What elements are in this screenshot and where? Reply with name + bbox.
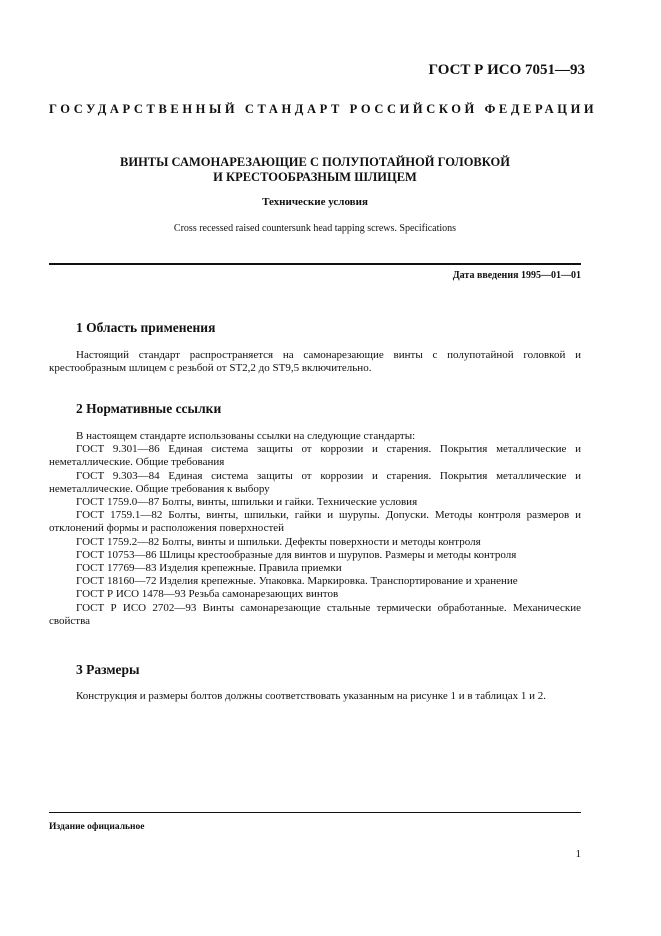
dimensions-paragraph: Конструкция и размеры болтов должны соответствовать указанным на рисунке 1 и в таблицах 1 и 2. — [76, 690, 547, 702]
reference-item: ГОСТ 10753—86 Шлицы крестообразные для винтов и шурупов. Размеры и методы контроля — [76, 548, 517, 561]
reference-item: ГОСТ 9.303—84 Единая система защиты от коррозии и старения. Покрытия металлические и неметаллические. Общие требования к выбору — [49, 469, 581, 495]
section-heading-dimensions: 3 Размеры — [76, 662, 140, 677]
references-list — [49, 430, 581, 628]
intro-date: Дата введения 1995—01—01 — [452, 270, 581, 281]
reference-item: ГОСТ 18160—72 Изделия крепежные. Упаковка. Маркировка. Транспортирование и хранение — [76, 575, 518, 588]
reference-item: ГОСТ 1759.1—82 Болты, винты, шпильки, гайки и шурупы. Допуски. Методы контроля размеров и отклонений формы и расположения поверхностей — [49, 509, 581, 535]
reference-item: ГОСТ 1759.0—87 Болты, винты, шпильки и гайки. Технические условия — [76, 496, 418, 509]
state-standard-banner: ГОСУДАРСТВЕННЫЙ СТАНДАРТ РОССИЙСКОЙ ФЕДЕРАЦИИ — [49, 102, 598, 116]
document-number: ГОСТ Р ИСО 7051—93 — [428, 62, 585, 78]
english-title: Cross recessed raised countersunk head tapping screws. Specifications — [173, 223, 457, 234]
page-number: 1 — [575, 848, 581, 860]
header-divider — [49, 263, 581, 265]
section-heading-scope: 1 Область применения — [76, 320, 216, 335]
reference-item: ГОСТ 17769—83 Изделия крепежные. Правила приемки — [76, 562, 342, 575]
section-text-dimensions — [49, 690, 581, 703]
section-heading-refs: 2 Нормативные ссылки — [76, 401, 222, 416]
reference-item: ГОСТ 9.301—86 Единая система защиты от коррозии и старения. Покрытия металлические и неметаллические. Общие требования — [49, 443, 581, 469]
reference-item: ГОСТ Р ИСО 1478—93 Резьба самонарезающих винтов — [76, 588, 339, 601]
footer-divider — [49, 812, 581, 813]
title-line-2: И КРЕСТООБРАЗНЫМ ШЛИЦЕМ — [213, 170, 417, 184]
reference-item: ГОСТ 1759.2—82 Болты, винты и шпильки. Дефекты поверхности и методы контроля — [76, 535, 481, 548]
title-line-1: ВИНТЫ САМОНАРЕЗАЮЩИЕ С ПОЛУПОТАЙНОЙ ГОЛОВКОЙ — [120, 155, 510, 169]
references-intro: В настоящем стандарте использованы ссылки на следующие стандарты: — [76, 430, 416, 442]
reference-item: ГОСТ Р ИСО 2702—93 Винты самонарезающие стальные термически обработанные. Механические свойства — [49, 601, 581, 627]
edition-label: Издание официальное — [49, 822, 145, 832]
document-title — [49, 155, 581, 185]
document-subtitle: Технические условия — [262, 196, 368, 208]
scope-paragraph: Настоящий стандарт распространяется на самонарезающие винты с полупотайной головкой и крестообразным шлицем с резьбой от ST2,2 до ST9,5 включительно. — [49, 349, 581, 375]
section-text-scope — [49, 349, 581, 376]
